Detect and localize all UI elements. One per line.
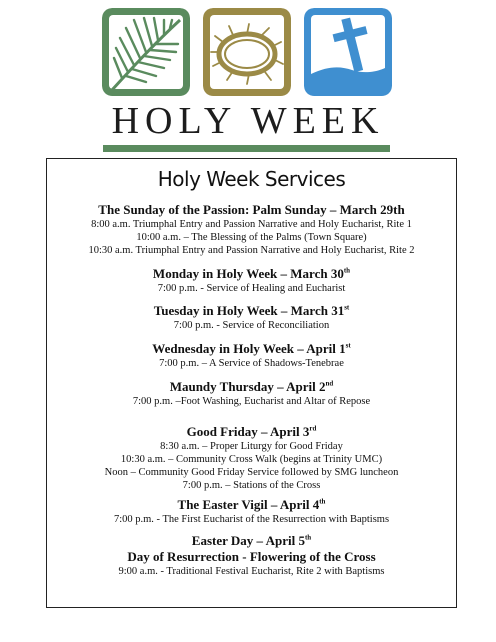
section-title: Tuesday in Holy Week – March 31st	[153, 303, 350, 318]
section-title: The Easter Vigil – April 4th	[177, 497, 326, 512]
service-section	[47, 379, 456, 408]
crown-of-thorns-icon	[203, 8, 291, 96]
service-time: Noon – Community Good Friday Service followed by SMG luncheon	[104, 467, 399, 478]
service-time: 7:00 p.m. - Service of Healing and Eucharist	[157, 283, 346, 294]
service-time: 7:00 p.m. - Service of Reconciliation	[173, 320, 330, 331]
services-heading: Holy Week Services	[157, 167, 346, 191]
section-subtitle: Day of Resurrection - Flowering of the Cross	[127, 549, 376, 564]
service-time: 9:00 a.m. - Traditional Festival Eucharist, Rite 2 with Baptisms	[118, 566, 385, 577]
title-underline	[103, 145, 390, 152]
section-title: The Sunday of the Passion: Palm Sunday – March 29th	[98, 202, 405, 217]
cross-on-hill-icon	[304, 8, 392, 96]
section-title: Monday in Holy Week – March 30th	[152, 266, 351, 281]
service-time: 7:00 p.m. - The First Eucharist of the Resurrection with Baptisms	[113, 514, 390, 525]
palm-frond-icon	[102, 8, 190, 96]
services-panel	[46, 158, 457, 608]
section-title: Easter Day – April 5th	[191, 533, 312, 548]
page-title: HOLY WEEK	[111, 100, 385, 142]
section-title: Maundy Thursday – April 2nd	[169, 379, 334, 394]
service-time: 7:00 p.m. –Foot Washing, Eucharist and Altar of Repose	[132, 396, 371, 407]
logo-banner	[102, 8, 392, 98]
service-time: 8:30 a.m. – Proper Liturgy for Good Friday	[160, 441, 343, 452]
service-time: 8:00 a.m. Triumphal Entry and Passion Narrative and Holy Eucharist, Rite 1	[91, 219, 412, 230]
service-time: 7:00 p.m. – Stations of the Cross	[182, 480, 321, 491]
service-section	[47, 303, 456, 332]
section-title: Wednesday in Holy Week – April 1st	[152, 341, 351, 356]
service-time: 7:00 p.m. – A Service of Shadows-Tenebrae	[159, 358, 344, 369]
service-section	[47, 533, 456, 578]
service-time: 10:30 a.m. Triumphal Entry and Passion Narrative and Holy Eucharist, Rite 2	[88, 245, 415, 256]
service-section	[47, 266, 456, 295]
service-section	[47, 424, 456, 492]
service-time: 10:00 a.m. – The Blessing of the Palms (Town Square)	[136, 232, 367, 243]
service-section	[47, 497, 456, 526]
service-section	[47, 341, 456, 370]
service-time: 10:30 a.m. – Community Cross Walk (begins at Trinity UMC)	[120, 454, 383, 465]
section-title: Good Friday – April 3rd	[186, 424, 317, 439]
service-section	[47, 202, 456, 257]
